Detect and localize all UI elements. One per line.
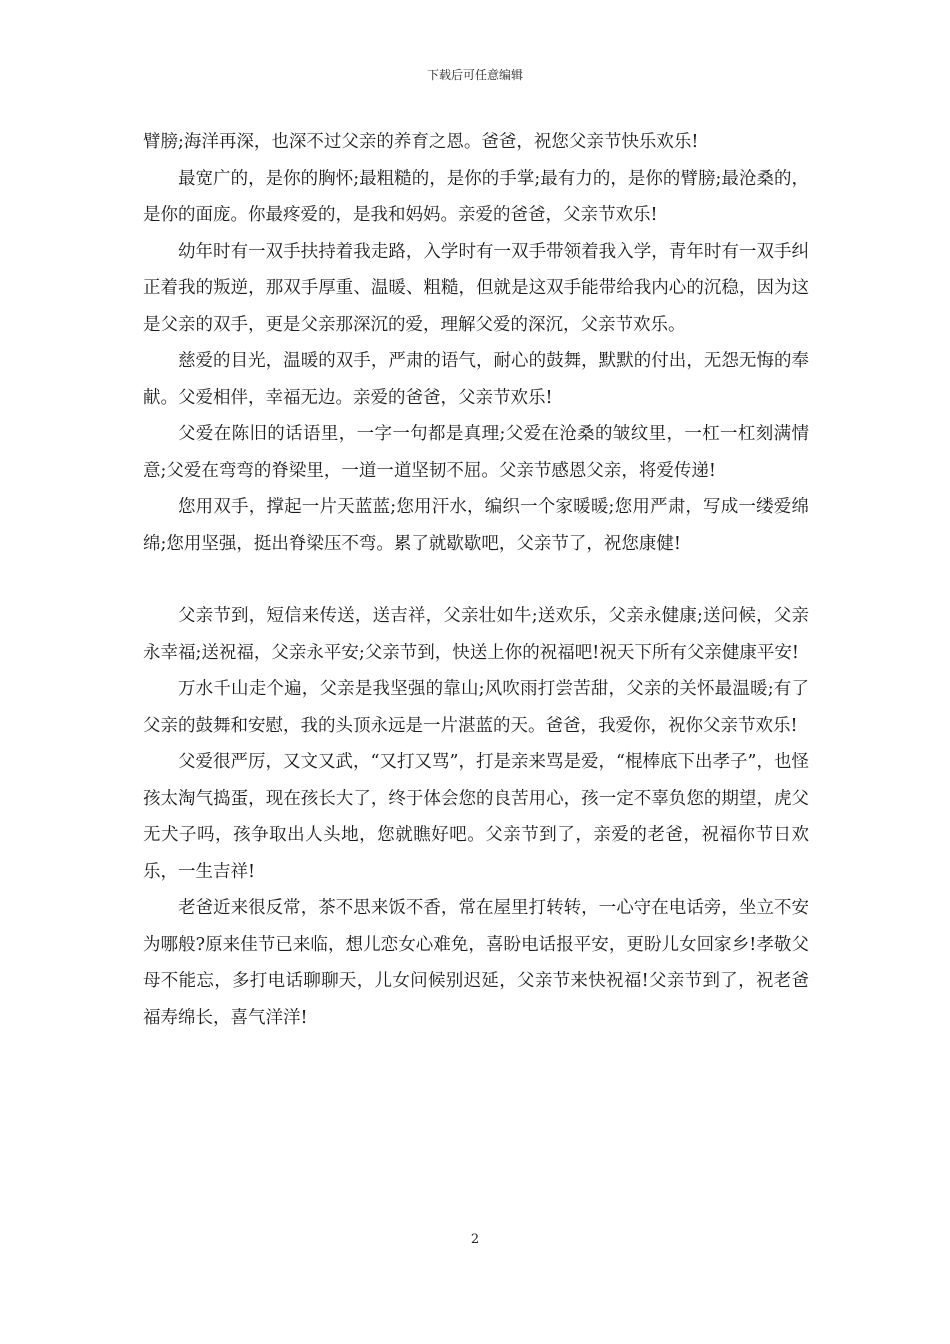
paragraph-3: 幼年时有一双手扶持着我走路，入学时有一双手带领着我入学，青年时有一双手纠正着我的叛逆，那双手厚重、温暖、粗糙，但就是这双手能带给我内心的沉稳，因为这是父亲的双手，更是父亲那深沉的爱，理解父爱的深沉，父亲节欢乐。: [143, 241, 809, 335]
paragraph-10: 老爸近来很反常，茶不思来饭不香，常在屋里打转转，一心守在电话旁，坐立不安为哪般?原来佳节已来临，想儿恋女心难免，喜盼电话报平安，更盼儿女回家乡!孝敬父母不能忘，多打电话聊聊天，儿女问候别迟延，父亲节来快祝福!父亲节到了，祝老爸福寿绵长，喜气洋洋!: [143, 898, 809, 1028]
page-number: 2: [470, 1232, 480, 1247]
document-body: [143, 124, 809, 1036]
paragraph-6: 您用双手，撑起一片天蓝蓝;您用汗水，编织一个家暖暖;您用严肃，写成一缕爱绵绵;您用坚强，挺出脊梁压不弯。累了就歇歇吧，父亲节了，祝您康健!: [143, 497, 809, 554]
paragraph-5: 父爱在陈旧的话语里，一字一句都是真理;父爱在沧桑的皱纹里，一杠一杠刻满情意;父爱在弯弯的脊梁里，一道一道坚韧不屈。父亲节感恩父亲，将爱传递!: [143, 424, 809, 481]
paragraph-9: 父爱很严厉，又文又武，“又打又骂”，打是亲来骂是爱，“棍棒底下出孝子”，也怪孩太淘气捣蛋，现在孩长大了，终于体会您的良苦用心，孩一定不辜负您的期望，虎父无犬子吗，孩争取出人头地，您就瞧好吧。父亲节到了，亲爱的老爸，祝福你节日欢乐，一生吉祥!: [143, 752, 809, 882]
paragraph-7: 父亲节到，短信来传送，送吉祥，父亲壮如牛;送欢乐，父亲永健康;送问候，父亲永幸福;送祝福，父亲永平安;父亲节到，快送上你的祝福吧!祝天下所有父亲健康平安!: [143, 606, 809, 663]
paragraph-4: 慈爱的目光，温暖的双手，严肃的语气，耐心的鼓舞，默默的付出，无怨无悔的奉献。父爱相伴，幸福无边。亲爱的爸爸，父亲节欢乐!: [143, 351, 809, 408]
page-header: 下载后可任意编辑: [426, 68, 523, 82]
paragraph-8: 万水千山走个遍，父亲是我坚强的靠山;风吹雨打尝苦甜，父亲的关怀最温暖;有了父亲的鼓舞和安慰，我的头顶永远是一片湛蓝的天。爸爸，我爱你，祝你父亲节欢乐!: [143, 679, 809, 736]
paragraph-1: 臂膀;海洋再深，也深不过父亲的养育之恩。爸爸，祝您父亲节快乐欢乐!: [143, 132, 699, 152]
blank-line: [143, 562, 809, 598]
paragraph-2: 最宽广的，是你的胸怀;最粗糙的，是你的手掌;最有力的，是你的臂膀;最沧桑的，是你的面庞。你最疼爱的，是我和妈妈。亲爱的爸爸，父亲节欢乐!: [143, 168, 809, 225]
